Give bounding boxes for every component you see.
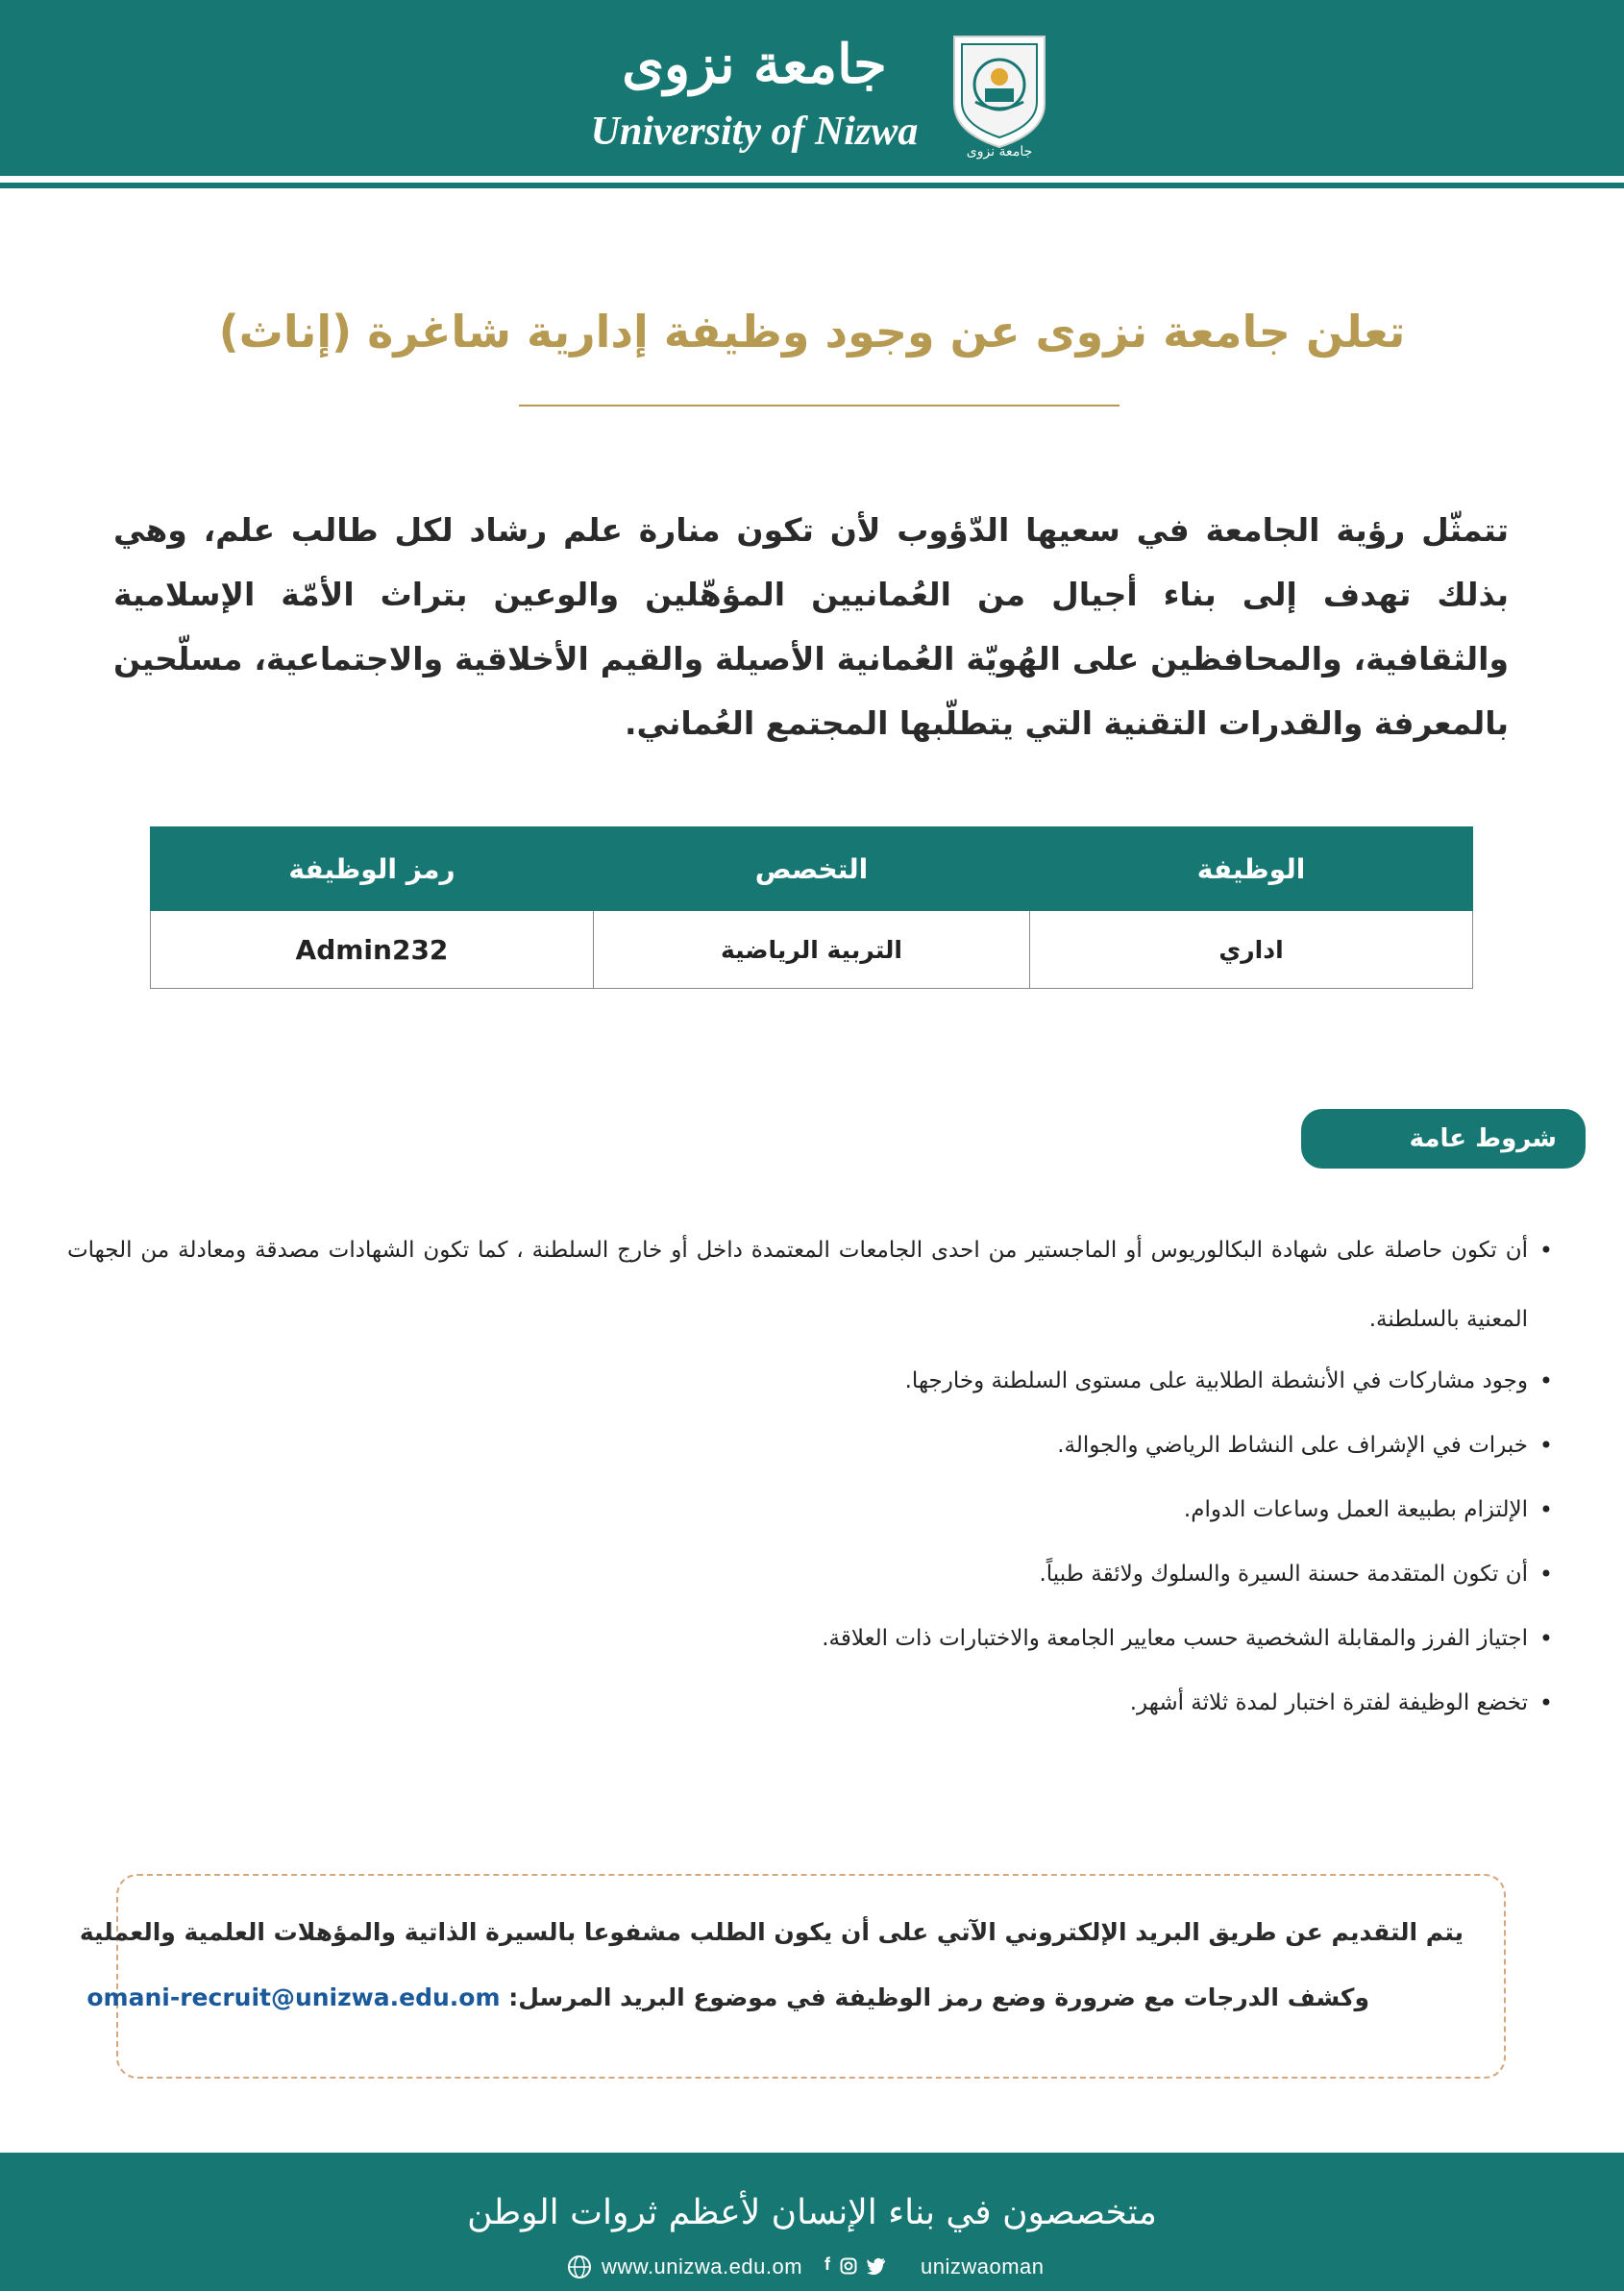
- social-handle[interactable]: unizwaoman: [921, 2254, 1045, 2279]
- facebook-icon[interactable]: f: [824, 2254, 830, 2274]
- application-instructions-text: وكشف الدرجات مع ضرورة وضع رمز الوظيفة في موضوع البريد المرسل:: [508, 1983, 1369, 2011]
- twitter-icon[interactable]: [867, 2257, 886, 2275]
- svg-text:متخصصون في بناء الإنسان لأعظم: متخصصون في بناء الإنسان لأعظم ثروات الوطن: [467, 2193, 1157, 2232]
- list-item: • وجود مشاركات في الأنشطة الطلابية على مستوى السلطنة وخارجها.: [67, 1362, 1553, 1400]
- general-conditions-heading: شروط عامة: [1301, 1109, 1586, 1169]
- instagram-icon[interactable]: [840, 2257, 857, 2275]
- university-wordmark: [572, 27, 937, 161]
- footer-links: [567, 2254, 1067, 2283]
- application-email-link[interactable]: omani-recruit@unizwa.edu.om: [86, 1983, 501, 2011]
- application-instructions-line2: [86, 1983, 1369, 2011]
- cell-specialization: التربية الرياضية: [593, 911, 1029, 989]
- column-header-job: الوظيفة: [1030, 827, 1473, 911]
- list-item: • الإلتزام بطبيعة العمل وساعات الدوام.: [67, 1490, 1553, 1529]
- conditions-list: [67, 1216, 1553, 1748]
- title-underline: [519, 405, 1120, 406]
- column-header-job-code: رمز الوظيفة: [151, 827, 594, 911]
- header-divider: [0, 183, 1624, 188]
- footer-slogan: [467, 2174, 1157, 2247]
- intro-paragraph: تتمثّل رؤية الجامعة في سعيها الدّؤوب لأن تكون منارة علم رشاد لكل طالب علم، وهي بذلك تهدف إلى بناء أجيال من العُمانيين المؤهّلين والوعين بتراث الأمّة الإسلامية والثقافية، والمحافظين على الهُويّة العُمانية الأصيلة والقيم الأخلاقية والاجتماعية، مسلّحين بالمعرفة والقدرات التقنية التي يتطلّبها المجتمع العُماني.: [113, 511, 1509, 742]
- application-box: [79, 1874, 1506, 2079]
- website-link[interactable]: www.unizwa.edu.om: [602, 2254, 803, 2279]
- list-item: • خبرات في الإشراف على النشاط الرياضي والجوالة.: [67, 1426, 1553, 1465]
- table-header-row: [151, 827, 1473, 911]
- cell-job-code: Admin232: [151, 911, 594, 989]
- table-row: [151, 911, 1473, 989]
- university-seal-icon: [947, 27, 1052, 161]
- svg-text:جامعة نزوى: جامعة نزوى: [966, 144, 1033, 160]
- column-header-specialization: التخصص: [593, 827, 1029, 911]
- social-icons: [824, 2254, 886, 2275]
- header-banner: [0, 0, 1624, 176]
- job-table: [150, 826, 1473, 989]
- list-item: • أن تكون حاصلة على شهادة البكالوريوس أو الماجستير من احدى الجامعات المعتمدة داخل أو خارج السلطنة ، كما تكون الشهادات مصدقة ومعادلة من الجهات المعنية بالسلطنة.: [67, 1216, 1553, 1354]
- university-logo[interactable]: [562, 27, 1052, 166]
- list-item: • اجتياز الفرز والمقابلة الشخصية حسب معايير الجامعة والاختبارات ذات العلاقة.: [67, 1619, 1553, 1658]
- list-item: • أن تكون المتقدمة حسنة السيرة والسلوك ولائقة طبياً.: [67, 1555, 1553, 1593]
- svg-text:جامعة نزوى: جامعة نزوى: [622, 33, 887, 96]
- footer-banner: [0, 2153, 1624, 2291]
- page-title: تعلن جامعة نزوى عن وجود وظيفة إدارية شاغرة (إناث): [218, 306, 1406, 357]
- cell-job: اداري: [1030, 911, 1473, 989]
- globe-icon: [567, 2254, 592, 2279]
- svg-text:University of Nizwa: University of Nizwa: [590, 110, 919, 154]
- application-instructions-line1: يتم التقديم عن طريق البريد الإلكتروني الآتي على أن يكون الطلب مشفوعا بالسيرة الذاتية والمؤهلات العلمية والعملية: [79, 1918, 1464, 1946]
- list-item: • تخضع الوظيفة لفترة اختبار لمدة ثلاثة أشهر.: [67, 1684, 1553, 1722]
